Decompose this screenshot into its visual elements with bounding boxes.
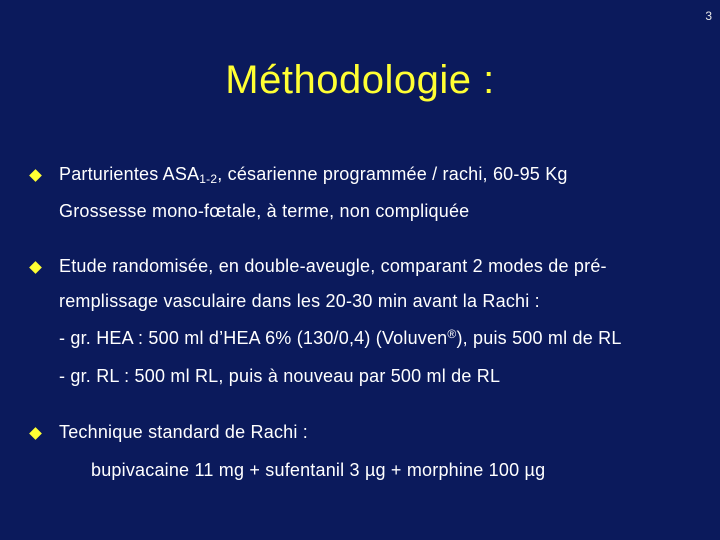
bullet-2-hea-text-b: ), puis 500 ml de RL <box>456 328 622 348</box>
bullet-2-hea-text-a: - gr. HEA : 500 ml d’HEA 6% (130/0,4) (Voluven <box>59 328 448 348</box>
registered-mark: ® <box>447 327 457 341</box>
bullet-2-line-3 <box>59 328 622 349</box>
bullet-3-line-1: Technique standard de Rachi : <box>59 422 308 442</box>
bullet-1-subscript: 1-2 <box>199 172 218 186</box>
bullet-1-text-a: Parturientes ASA <box>59 164 200 184</box>
bullet-3-line-2: bupivacaine 11 mg + sufentanil 3 µg + morphine 100 µg <box>91 460 546 480</box>
bullet-2-line-4: - gr. RL : 500 ml RL, puis à nouveau par 500 ml de RL <box>59 366 501 386</box>
page-number: 3 <box>705 9 712 23</box>
bullet-1-line-2: Grossesse mono-fœtale, à terme, non compliquée <box>59 201 470 221</box>
diamond-bullet-icon <box>29 261 42 274</box>
bullet-2-line-1: Etude randomisée, en double-aveugle, comparant 2 modes de pré- <box>59 256 607 276</box>
bullet-1-text-b: , césarienne programmée / rachi, 60-95 Kg <box>217 164 568 184</box>
diamond-bullet-icon <box>29 169 42 182</box>
bullet-1-line-1 <box>59 164 568 185</box>
slide-title: Méthodologie : <box>225 58 495 102</box>
bullet-2-line-2: remplissage vasculaire dans les 20-30 min avant la Rachi : <box>59 291 540 311</box>
diamond-bullet-icon <box>29 427 42 440</box>
